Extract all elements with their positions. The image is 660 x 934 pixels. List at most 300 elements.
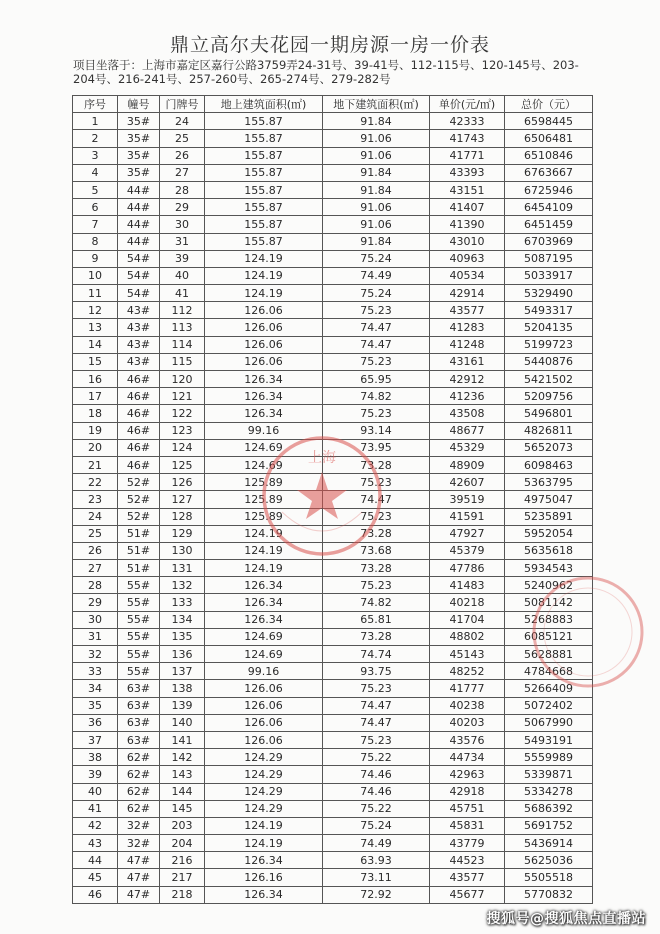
table-row	[73, 508, 593, 525]
table-cell: 125.89	[205, 491, 323, 508]
table-cell: 65.95	[323, 371, 430, 388]
table-cell: 124.69	[205, 628, 323, 645]
table-cell: 46#	[118, 371, 160, 388]
table-cell: 23	[73, 491, 118, 508]
table-cell: 51#	[118, 525, 160, 542]
table-cell: 55#	[118, 611, 160, 628]
table-cell: 52#	[118, 491, 160, 508]
table-row	[73, 319, 593, 336]
table-cell: 124.69	[205, 646, 323, 663]
table-cell: 40963	[430, 250, 505, 267]
table-cell: 28	[73, 577, 118, 594]
table-cell: 42333	[430, 113, 505, 130]
table-cell: 29	[73, 594, 118, 611]
table-cell: 25	[73, 525, 118, 542]
table-row	[73, 869, 593, 886]
table-cell: 155.87	[205, 130, 323, 147]
table-cell: 75.23	[323, 302, 430, 319]
table-cell: 27	[73, 560, 118, 577]
table-cell: 44523	[430, 852, 505, 869]
table-cell: 91.06	[323, 147, 430, 164]
table-cell: 27	[160, 164, 205, 181]
table-cell: 74.47	[323, 336, 430, 353]
table-cell: 5628881	[505, 646, 593, 663]
table-cell: 72.92	[323, 886, 430, 903]
table-cell: 5934543	[505, 560, 593, 577]
table-cell: 5	[73, 181, 118, 198]
table-cell: 155.87	[205, 199, 323, 216]
watermark: 搜狐号@搜狐焦点直播站	[486, 911, 646, 927]
table-cell: 74.49	[323, 267, 430, 284]
table-cell: 113	[160, 319, 205, 336]
table-cell: 44#	[118, 216, 160, 233]
table-cell: 41	[73, 800, 118, 817]
table-row	[73, 164, 593, 181]
table-cell: 6510846	[505, 147, 593, 164]
table-cell: 126.06	[205, 697, 323, 714]
table-cell: 130	[160, 542, 205, 559]
table-cell: 126.06	[205, 680, 323, 697]
table-cell: 45677	[430, 886, 505, 903]
table-cell: 124.19	[205, 542, 323, 559]
table-cell: 55#	[118, 577, 160, 594]
table-cell: 73.68	[323, 542, 430, 559]
table-cell: 126.34	[205, 611, 323, 628]
table-cell: 16	[73, 371, 118, 388]
table-cell: 91.06	[323, 199, 430, 216]
table-cell: 5440876	[505, 353, 593, 370]
table-cell: 6725946	[505, 181, 593, 198]
table-cell: 41390	[430, 216, 505, 233]
table-cell: 55#	[118, 646, 160, 663]
table-row	[73, 628, 593, 645]
table-cell: 43508	[430, 405, 505, 422]
table-cell: 4826811	[505, 422, 593, 439]
table-row	[73, 388, 593, 405]
table-row	[73, 680, 593, 697]
table-cell: 43#	[118, 302, 160, 319]
table-cell: 17	[73, 388, 118, 405]
table-cell: 124.19	[205, 560, 323, 577]
table-cell: 126.34	[205, 577, 323, 594]
table-cell: 155.87	[205, 147, 323, 164]
table-cell: 134	[160, 611, 205, 628]
table-cell: 5072402	[505, 697, 593, 714]
table-cell: 47786	[430, 560, 505, 577]
table-cell: 75.23	[323, 508, 430, 525]
table-cell: 51#	[118, 542, 160, 559]
table-cell: 4975047	[505, 491, 593, 508]
table-row	[73, 216, 593, 233]
column-header: 总价（元）	[505, 96, 593, 113]
table-cell: 74.47	[323, 697, 430, 714]
table-cell: 126.16	[205, 869, 323, 886]
column-header: 幢号	[118, 96, 160, 113]
table-cell: 42	[73, 817, 118, 834]
table-cell: 124.29	[205, 783, 323, 800]
table-cell: 43#	[118, 336, 160, 353]
table-cell: 131	[160, 560, 205, 577]
table-cell: 6703969	[505, 233, 593, 250]
table-row	[73, 697, 593, 714]
table-cell: 51#	[118, 560, 160, 577]
table-cell: 63#	[118, 731, 160, 748]
column-header: 地下建筑面积(㎡)	[323, 96, 430, 113]
table-cell: 5033917	[505, 267, 593, 284]
table-cell: 33	[73, 663, 118, 680]
table-cell: 6	[73, 199, 118, 216]
table-cell: 124.19	[205, 835, 323, 852]
table-cell: 74.82	[323, 388, 430, 405]
table-cell: 140	[160, 714, 205, 731]
table-cell: 38	[73, 749, 118, 766]
table-cell: 39	[73, 766, 118, 783]
table-cell: 6098463	[505, 456, 593, 473]
table-cell: 5505518	[505, 869, 593, 886]
table-cell: 93.75	[323, 663, 430, 680]
table-row	[73, 749, 593, 766]
table-cell: 46#	[118, 405, 160, 422]
table-cell: 126.34	[205, 594, 323, 611]
table-cell: 18	[73, 405, 118, 422]
table-cell: 15	[73, 353, 118, 370]
table-cell: 5081142	[505, 594, 593, 611]
table-cell: 73.28	[323, 560, 430, 577]
table-cell: 41704	[430, 611, 505, 628]
table-cell: 43577	[430, 869, 505, 886]
table-cell: 126.06	[205, 731, 323, 748]
table-cell: 75.23	[323, 353, 430, 370]
table-cell: 75.22	[323, 749, 430, 766]
table-cell: 43	[73, 835, 118, 852]
table-cell: 48909	[430, 456, 505, 473]
table-cell: 36	[73, 714, 118, 731]
table-cell: 141	[160, 731, 205, 748]
table-cell: 45751	[430, 800, 505, 817]
table-cell: 74.46	[323, 783, 430, 800]
table-cell: 5087195	[505, 250, 593, 267]
table-cell: 217	[160, 869, 205, 886]
table-cell: 45143	[430, 646, 505, 663]
column-header: 序号	[73, 96, 118, 113]
table-cell: 4784668	[505, 663, 593, 680]
table-cell: 122	[160, 405, 205, 422]
table-cell: 32#	[118, 835, 160, 852]
table-cell: 74.74	[323, 646, 430, 663]
table-row	[73, 886, 593, 903]
table-cell: 42912	[430, 371, 505, 388]
table-cell: 112	[160, 302, 205, 319]
table-row	[73, 113, 593, 130]
table-cell: 127	[160, 491, 205, 508]
table-cell: 124.19	[205, 525, 323, 542]
table-row	[73, 199, 593, 216]
table-cell: 24	[73, 508, 118, 525]
table-row	[73, 594, 593, 611]
table-cell: 142	[160, 749, 205, 766]
table-cell: 132	[160, 577, 205, 594]
table-cell: 43151	[430, 181, 505, 198]
table-cell: 120	[160, 371, 205, 388]
table-cell: 40534	[430, 267, 505, 284]
table-cell: 126.34	[205, 886, 323, 903]
table-cell: 65.81	[323, 611, 430, 628]
table-row	[73, 766, 593, 783]
table-cell: 5334278	[505, 783, 593, 800]
table-cell: 5625036	[505, 852, 593, 869]
table-row	[73, 663, 593, 680]
table-cell: 44	[73, 852, 118, 869]
table-cell: 25	[160, 130, 205, 147]
table-cell: 125	[160, 456, 205, 473]
table-cell: 138	[160, 680, 205, 697]
table-cell: 91.84	[323, 181, 430, 198]
table-cell: 75.24	[323, 250, 430, 267]
table-cell: 47927	[430, 525, 505, 542]
table-cell: 6454109	[505, 199, 593, 216]
table-cell: 124.69	[205, 439, 323, 456]
table-row	[73, 800, 593, 817]
table-cell: 55#	[118, 663, 160, 680]
table-cell: 75.22	[323, 800, 430, 817]
table-cell: 5204135	[505, 319, 593, 336]
table-row	[73, 852, 593, 869]
table-cell: 39519	[430, 491, 505, 508]
table-cell: 54#	[118, 285, 160, 302]
table-cell: 20	[73, 439, 118, 456]
table-cell: 75.23	[323, 405, 430, 422]
table-cell: 55#	[118, 628, 160, 645]
page-title: 鼎立高尔夫花园一期房源一房一价表	[169, 34, 490, 56]
table-cell: 99.16	[205, 422, 323, 439]
table-cell: 125.89	[205, 474, 323, 491]
table-cell: 74.47	[323, 714, 430, 731]
table-cell: 74.47	[323, 319, 430, 336]
price-table	[72, 95, 593, 904]
table-cell: 155.87	[205, 233, 323, 250]
table-cell: 126.34	[205, 371, 323, 388]
table-row	[73, 835, 593, 852]
table-cell: 125.89	[205, 508, 323, 525]
table-cell: 63#	[118, 697, 160, 714]
table-cell: 41777	[430, 680, 505, 697]
table-row	[73, 405, 593, 422]
stamp-text: 上海	[308, 450, 336, 466]
table-cell: 73.95	[323, 439, 430, 456]
table-cell: 5266409	[505, 680, 593, 697]
table-cell: 73.11	[323, 869, 430, 886]
table-cell: 5652073	[505, 439, 593, 456]
table-cell: 137	[160, 663, 205, 680]
table-row	[73, 130, 593, 147]
table-cell: 1	[73, 113, 118, 130]
table-cell: 126.06	[205, 353, 323, 370]
table-cell: 91.06	[323, 216, 430, 233]
table-cell: 35#	[118, 147, 160, 164]
table-cell: 123	[160, 422, 205, 439]
table-cell: 126.34	[205, 388, 323, 405]
table-cell: 126.34	[205, 852, 323, 869]
table-cell: 62#	[118, 766, 160, 783]
table-cell: 48252	[430, 663, 505, 680]
table-cell: 40203	[430, 714, 505, 731]
table-cell: 74.82	[323, 594, 430, 611]
table-row	[73, 525, 593, 542]
table-cell: 133	[160, 594, 205, 611]
table-cell: 124.69	[205, 456, 323, 473]
table-cell: 6085121	[505, 628, 593, 645]
table-cell: 43576	[430, 731, 505, 748]
table-cell: 41248	[430, 336, 505, 353]
table-cell: 145	[160, 800, 205, 817]
table-cell: 35#	[118, 164, 160, 181]
table-cell: 6598445	[505, 113, 593, 130]
table-cell: 143	[160, 766, 205, 783]
table-cell: 115	[160, 353, 205, 370]
column-header: 门牌号	[160, 96, 205, 113]
table-row	[73, 491, 593, 508]
project-address: 项目坐落于：上海市嘉定区嘉行公路3759弄24-31号、39-41号、112-115号、120-145号、203-204号、216-241号、257-260号、265-274号、279-282号	[73, 58, 579, 86]
table-row	[73, 233, 593, 250]
table-header-row	[73, 96, 593, 113]
table-body	[73, 113, 593, 904]
table-cell: 46#	[118, 456, 160, 473]
table-cell: 47#	[118, 886, 160, 903]
table-cell: 54#	[118, 267, 160, 284]
table-cell: 35#	[118, 130, 160, 147]
table-cell: 62#	[118, 783, 160, 800]
table-row	[73, 714, 593, 731]
table-cell: 9	[73, 250, 118, 267]
table-cell: 39	[160, 250, 205, 267]
table-row	[73, 560, 593, 577]
table-cell: 45329	[430, 439, 505, 456]
table-cell: 73.28	[323, 525, 430, 542]
table-cell: 8	[73, 233, 118, 250]
table-cell: 40	[160, 267, 205, 284]
table-cell: 121	[160, 388, 205, 405]
table-cell: 91.84	[323, 233, 430, 250]
table-cell: 34	[73, 680, 118, 697]
table-cell: 5329490	[505, 285, 593, 302]
table-cell: 4	[73, 164, 118, 181]
table-cell: 139	[160, 697, 205, 714]
table-cell: 31	[73, 628, 118, 645]
table-cell: 42918	[430, 783, 505, 800]
table-cell: 93.14	[323, 422, 430, 439]
table-cell: 5235891	[505, 508, 593, 525]
table-row	[73, 783, 593, 800]
table-row	[73, 577, 593, 594]
table-cell: 63.93	[323, 852, 430, 869]
table-cell: 43393	[430, 164, 505, 181]
table-cell: 124.29	[205, 800, 323, 817]
table-row	[73, 474, 593, 491]
table-row	[73, 611, 593, 628]
table-cell: 52#	[118, 508, 160, 525]
table-cell: 47#	[118, 852, 160, 869]
table-cell: 5493191	[505, 731, 593, 748]
table-cell: 10	[73, 267, 118, 284]
table-cell: 11	[73, 285, 118, 302]
table-cell: 136	[160, 646, 205, 663]
table-cell: 216	[160, 852, 205, 869]
table-cell: 41407	[430, 199, 505, 216]
table-cell: 32	[73, 646, 118, 663]
table-cell: 5952054	[505, 525, 593, 542]
table-cell: 41591	[430, 508, 505, 525]
table-cell: 54#	[118, 250, 160, 267]
table-row	[73, 302, 593, 319]
table-cell: 41	[160, 285, 205, 302]
table-cell: 5240962	[505, 577, 593, 594]
table-cell: 46#	[118, 422, 160, 439]
table-cell: 126.06	[205, 336, 323, 353]
table-cell: 126.06	[205, 714, 323, 731]
table-row	[73, 181, 593, 198]
table-cell: 43577	[430, 302, 505, 319]
table-cell: 126.34	[205, 405, 323, 422]
table-cell: 43779	[430, 835, 505, 852]
table-cell: 62#	[118, 800, 160, 817]
table-cell: 43#	[118, 353, 160, 370]
table-cell: 44#	[118, 233, 160, 250]
table-cell: 35	[73, 697, 118, 714]
table-cell: 5496801	[505, 405, 593, 422]
table-cell: 13	[73, 319, 118, 336]
table-cell: 5493317	[505, 302, 593, 319]
table-cell: 5268883	[505, 611, 593, 628]
table-cell: 155.87	[205, 216, 323, 233]
table-cell: 63#	[118, 680, 160, 697]
table-cell: 155.87	[205, 181, 323, 198]
table-cell: 3	[73, 147, 118, 164]
table-cell: 126.06	[205, 319, 323, 336]
table-cell: 129	[160, 525, 205, 542]
table-cell: 41283	[430, 319, 505, 336]
table-cell: 62#	[118, 749, 160, 766]
table-cell: 43010	[430, 233, 505, 250]
table-cell: 124.19	[205, 285, 323, 302]
table-cell: 5635618	[505, 542, 593, 559]
table-cell: 5691752	[505, 817, 593, 834]
table-cell: 32#	[118, 817, 160, 834]
table-cell: 124	[160, 439, 205, 456]
table-row	[73, 542, 593, 559]
table-cell: 75.23	[323, 474, 430, 491]
table-cell: 5559989	[505, 749, 593, 766]
table-cell: 5339871	[505, 766, 593, 783]
table-cell: 22	[73, 474, 118, 491]
table-cell: 30	[73, 611, 118, 628]
table-cell: 124.29	[205, 766, 323, 783]
table-cell: 40	[73, 783, 118, 800]
table-cell: 5436914	[505, 835, 593, 852]
table-cell: 46#	[118, 439, 160, 456]
table-cell: 5209756	[505, 388, 593, 405]
table-cell: 75.24	[323, 817, 430, 834]
table-cell: 6506481	[505, 130, 593, 147]
table-row	[73, 267, 593, 284]
table-cell: 7	[73, 216, 118, 233]
table-cell: 91.06	[323, 130, 430, 147]
table-cell: 91.84	[323, 164, 430, 181]
table-cell: 45831	[430, 817, 505, 834]
table-row	[73, 336, 593, 353]
table-cell: 26	[160, 147, 205, 164]
table-row	[73, 439, 593, 456]
table-cell: 124.19	[205, 267, 323, 284]
